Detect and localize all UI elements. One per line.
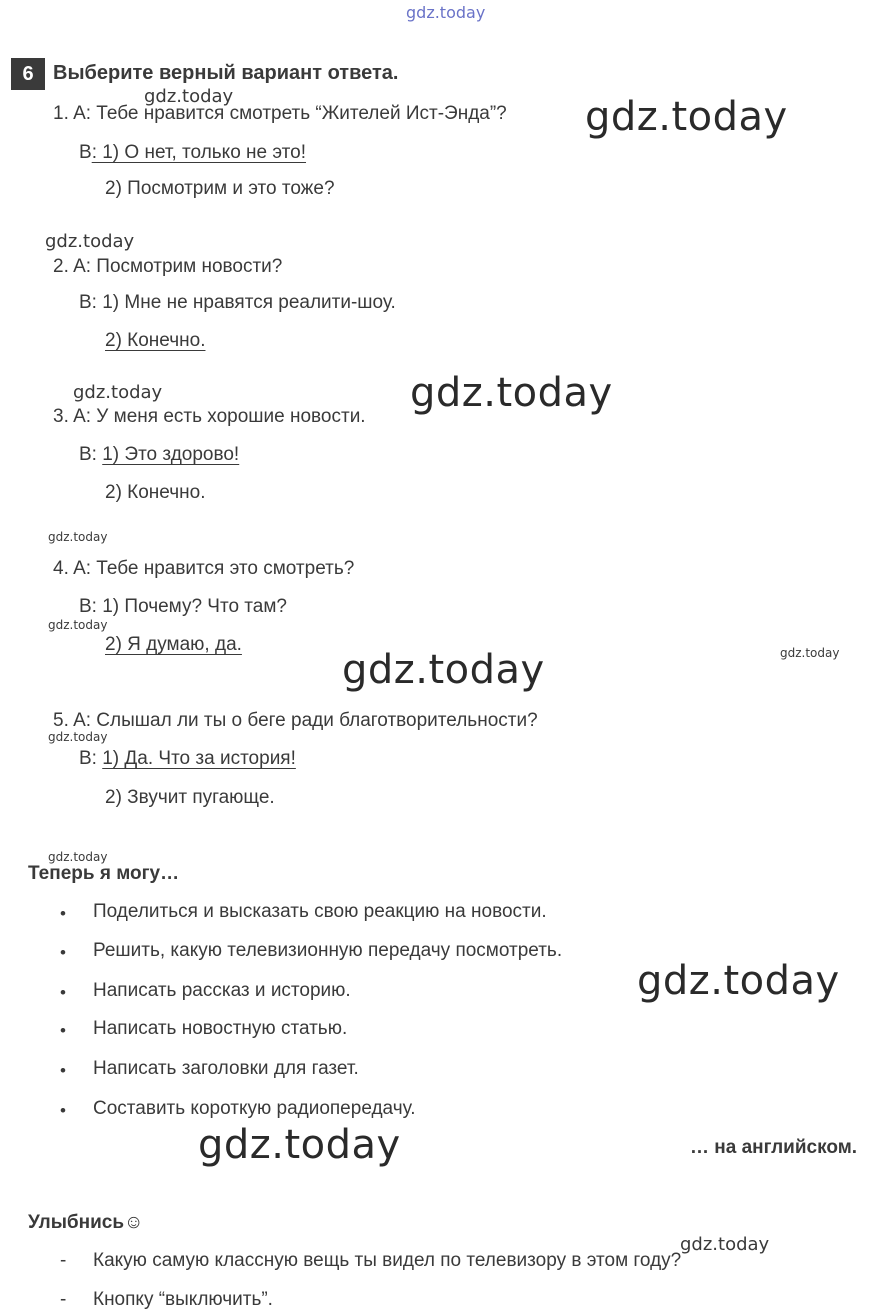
can-do-item: Написать новостную статью. bbox=[93, 1018, 348, 1039]
bullet: • bbox=[60, 1021, 66, 1040]
can-do-item: Поделиться и высказать свою реакцию на новости. bbox=[93, 901, 547, 922]
dialogue-1-question: 1. A: Тебе нравится смотреть “Жителей Ист-Энда”? bbox=[53, 103, 507, 124]
dialogue-4-question: 4. A: Тебе нравится это смотреть? bbox=[53, 558, 355, 579]
dialogue-2-question: 2. A: Посмотрим новости? bbox=[53, 256, 283, 277]
can-do-title: Теперь я могу… bbox=[28, 863, 180, 884]
dialogue-5-option-2: 2) Звучит пугающе. bbox=[105, 787, 275, 808]
dialogue-5-answer bbox=[79, 748, 296, 770]
answer-option-selected: 1) Да. Что за история! bbox=[102, 748, 296, 769]
task-number: 6 bbox=[22, 62, 34, 85]
dash: - bbox=[60, 1250, 67, 1271]
bullet: • bbox=[60, 904, 66, 923]
dash: - bbox=[60, 1289, 67, 1310]
answer-prefix: B bbox=[79, 142, 92, 163]
dialogue-3-option-2: 2) Конечно. bbox=[105, 482, 206, 503]
answer-prefix: B: bbox=[79, 444, 103, 465]
task-title: Выберите верный вариант ответа. bbox=[53, 62, 399, 84]
watermark: gdz.today bbox=[144, 86, 234, 107]
can-do-item: Решить, какую телевизионную передачу посмотреть. bbox=[93, 940, 563, 961]
joke-question: Какую самую классную вещь ты видел по телевизору в этом году? bbox=[93, 1250, 682, 1271]
watermark: gdz.today bbox=[410, 370, 613, 416]
dialogue-1-option-2: 2) Посмотрим и это тоже? bbox=[105, 178, 335, 199]
answer-option-selected: 1) Это здорово! bbox=[102, 444, 240, 465]
watermark: gdz.today bbox=[585, 94, 788, 140]
answer-option-1: 1) Почему? Что там? bbox=[102, 596, 287, 617]
bullet: • bbox=[60, 1101, 66, 1120]
watermark: gdz.today bbox=[198, 1122, 401, 1168]
can-do-item: Написать заголовки для газет. bbox=[93, 1058, 359, 1079]
answer-option-1: 1) Мне не нравятся реалити-шоу. bbox=[102, 292, 396, 313]
answer-prefix: B: bbox=[79, 596, 103, 617]
top-watermark: gdz.today bbox=[406, 3, 486, 22]
watermark: gdz.today bbox=[680, 1234, 770, 1255]
answer-option-selected: : 1) О нет, только не это! bbox=[91, 142, 307, 163]
watermark: gdz.today bbox=[48, 850, 108, 864]
bullet: • bbox=[60, 983, 66, 1002]
bullet: • bbox=[60, 943, 66, 962]
watermark: gdz.today bbox=[342, 647, 545, 693]
dialogue-1-answer bbox=[79, 142, 306, 164]
watermark: gdz.today bbox=[48, 618, 108, 632]
dialogue-5-question: 5. A: Слышал ли ты о беге ради благотворительности? bbox=[53, 710, 538, 731]
answer-prefix: B: bbox=[79, 748, 103, 769]
bullet: • bbox=[60, 1061, 66, 1080]
dialogue-3-question: 3. A: У меня есть хорошие новости. bbox=[53, 406, 366, 427]
answer-prefix: B: bbox=[79, 292, 103, 313]
can-do-item: Написать рассказ и историю. bbox=[93, 980, 351, 1001]
dialogue-4-option-selected: 2) Я думаю, да. bbox=[105, 634, 242, 655]
watermark: gdz.today bbox=[637, 958, 840, 1004]
smile-title: Улыбнись☺ bbox=[28, 1212, 144, 1233]
watermark: gdz.today bbox=[73, 382, 163, 403]
dialogue-3-answer bbox=[79, 444, 239, 466]
can-do-suffix: … на английском. bbox=[690, 1137, 858, 1158]
can-do-item: Составить короткую радиопередачу. bbox=[93, 1098, 416, 1119]
task-number-badge bbox=[11, 58, 45, 90]
watermark: gdz.today bbox=[48, 730, 108, 744]
watermark: gdz.today bbox=[48, 530, 108, 544]
watermark: gdz.today bbox=[780, 646, 840, 660]
watermark: gdz.today bbox=[45, 231, 135, 252]
joke-answer: Кнопку “выключить”. bbox=[93, 1289, 273, 1310]
dialogue-2-option-selected: 2) Конечно. bbox=[105, 330, 206, 351]
dialogue-2-answer bbox=[79, 292, 396, 314]
dialogue-4-answer bbox=[79, 596, 287, 618]
